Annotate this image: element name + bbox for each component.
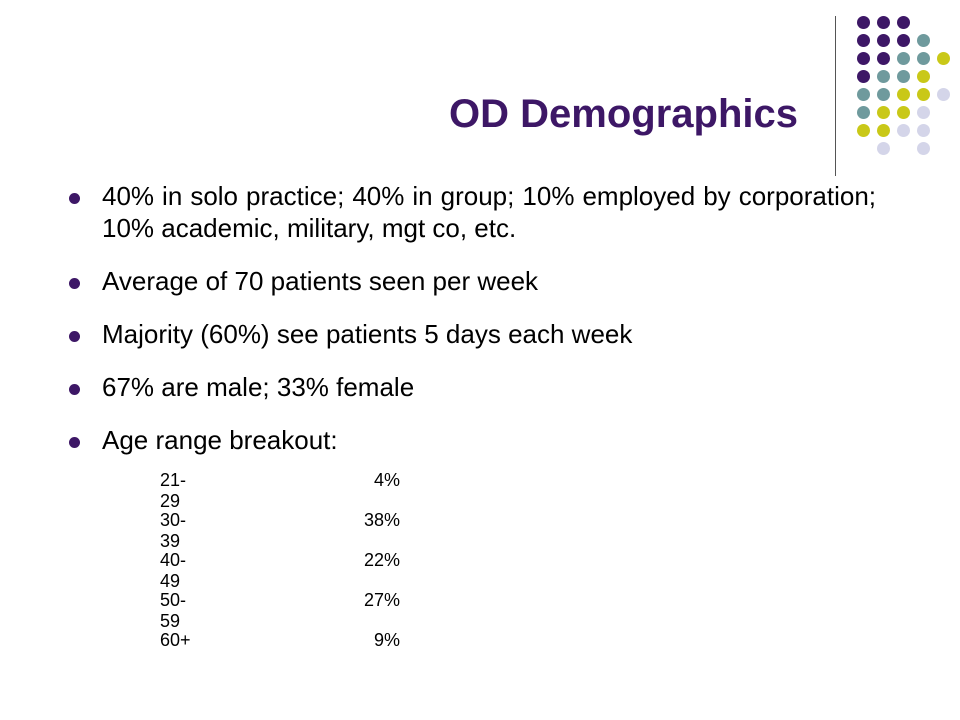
- bullet-item: [66, 371, 876, 403]
- decorative-dot-icon: [857, 16, 870, 29]
- decorative-dot-icon: [877, 124, 890, 137]
- decorative-dot-icon: [857, 124, 870, 137]
- decorative-dot-grid: [0, 0, 960, 180]
- age-percent-value: 4%: [373, 470, 400, 490]
- decorative-dot-icon: [857, 106, 870, 119]
- bullet-item: [66, 180, 876, 244]
- bullet-dot-icon: [69, 193, 80, 204]
- bullet-list: [66, 180, 876, 477]
- decorative-dot-icon: [897, 34, 910, 47]
- bullet-text: 40% in solo practice; 40% in group; 10% employed by corporation; 10% academic, military, mgt co, etc.: [102, 181, 876, 243]
- age-range-label: 30-39: [160, 510, 187, 551]
- decorative-dot-icon: [917, 34, 930, 47]
- decorative-dot-icon: [857, 70, 870, 83]
- decorative-dot-icon: [897, 124, 910, 137]
- bullet-text: Age range breakout:: [102, 425, 338, 455]
- decorative-dot-icon: [937, 52, 950, 65]
- bullet-text: Majority (60%) see patients 5 days each week: [102, 319, 633, 349]
- age-percent-value: 22%: [363, 550, 400, 570]
- decorative-dot-icon: [917, 142, 930, 155]
- bullet-dot-icon: [69, 331, 80, 342]
- age-range-label: 40-49: [160, 550, 187, 591]
- age-range-label: 50-59: [160, 590, 187, 631]
- decorative-dot-icon: [857, 88, 870, 101]
- decorative-dot-icon: [917, 70, 930, 83]
- age-percent-value: 9%: [373, 630, 400, 650]
- bullet-text: Average of 70 patients seen per week: [102, 266, 539, 296]
- decorative-dot-icon: [917, 124, 930, 137]
- decorative-dot-icon: [897, 52, 910, 65]
- age-percent-value: 27%: [363, 590, 400, 610]
- decorative-dot-icon: [897, 16, 910, 29]
- age-range-label: 60+: [160, 630, 191, 650]
- bullet-dot-icon: [69, 278, 80, 289]
- decorative-dot-icon: [897, 88, 910, 101]
- slide-title: OD Demographics: [449, 92, 798, 136]
- decorative-dot-icon: [897, 106, 910, 119]
- age-range-label: 21-29: [160, 470, 187, 511]
- title-divider-line: [835, 16, 836, 176]
- decorative-dot-icon: [877, 142, 890, 155]
- decorative-dot-icon: [877, 70, 890, 83]
- bullet-text: 67% are male; 33% female: [102, 372, 415, 402]
- bullet-dot-icon: [69, 384, 80, 395]
- bullet-item: [66, 318, 876, 350]
- bullet-item: [66, 265, 876, 297]
- decorative-dot-icon: [937, 88, 950, 101]
- age-percent-value: 38%: [363, 510, 400, 530]
- decorative-dot-icon: [857, 52, 870, 65]
- decorative-dot-icon: [877, 52, 890, 65]
- decorative-dot-icon: [917, 52, 930, 65]
- bullet-dot-icon: [69, 437, 80, 448]
- decorative-dot-icon: [897, 70, 910, 83]
- decorative-dot-icon: [857, 34, 870, 47]
- decorative-dot-icon: [877, 16, 890, 29]
- decorative-dot-icon: [877, 106, 890, 119]
- decorative-dot-icon: [917, 88, 930, 101]
- bullet-item: [66, 424, 876, 456]
- decorative-dot-icon: [877, 34, 890, 47]
- decorative-dot-icon: [877, 88, 890, 101]
- decorative-dot-icon: [917, 106, 930, 119]
